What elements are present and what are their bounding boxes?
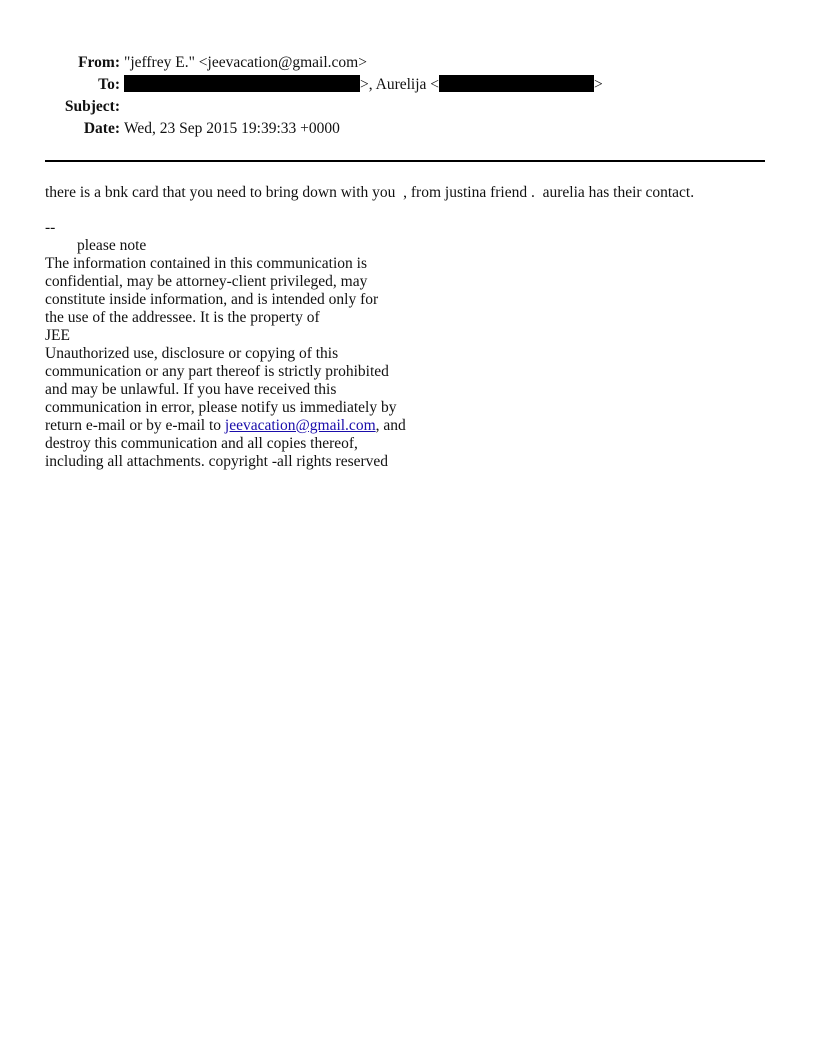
date-row xyxy=(0,119,816,139)
disclaimer-line: confidential, may be attorney-client privileged, may xyxy=(45,273,368,290)
header-divider xyxy=(45,160,765,162)
disclaimer-line: including all attachments. copyright -all rights reserved xyxy=(45,453,389,470)
disclaimer-line: and may be unlawful. If you have received this xyxy=(45,381,337,398)
from-value: "jeffrey E." <jeevacation@gmail.com> xyxy=(124,54,367,71)
redaction-block xyxy=(439,75,594,92)
date-value: Wed, 23 Sep 2015 19:39:33 +0000 xyxy=(124,120,340,137)
to-label: To: xyxy=(98,76,120,93)
from-row xyxy=(0,53,816,73)
subject-label: Subject: xyxy=(64,98,120,115)
message-body: there is a bnk card that you need to bring down with you , from justina friend . aurelia has their contact. xyxy=(45,184,695,201)
disclaimer-line: communication or any part thereof is strictly prohibited xyxy=(45,363,389,380)
disclaimer-line: Unauthorized use, disclosure or copying of this xyxy=(45,345,339,362)
disclaimer-line: the use of the addressee. It is the property of xyxy=(45,309,320,326)
disclaimer-line: The information contained in this communication is xyxy=(45,255,367,272)
redaction-block xyxy=(124,75,360,92)
disclaimer-line: JEE xyxy=(45,327,70,344)
return-prefix: return e-mail or by e-mail to xyxy=(45,417,225,434)
email-signature xyxy=(45,219,406,471)
to-row xyxy=(0,75,816,95)
disclaimer-line: communication in error, please notify us immediately by xyxy=(45,399,397,416)
signature-separator: -- xyxy=(45,219,56,236)
disclaimer-line: constitute inside information, and is intended only for xyxy=(45,291,379,308)
return-suffix: , and xyxy=(375,417,406,434)
disclaimer-return-line xyxy=(45,417,406,435)
to-value xyxy=(124,75,603,95)
email-link[interactable]: jeevacation@gmail.com xyxy=(224,417,376,434)
please-note-line: please note xyxy=(77,237,147,254)
date-label: Date: xyxy=(83,120,120,137)
subject-row xyxy=(0,97,816,117)
to-separator: >, Aurelija < xyxy=(360,76,440,93)
disclaimer-line: destroy this communication and all copies thereof, xyxy=(45,435,358,452)
to-end: > xyxy=(594,76,603,93)
from-label: From: xyxy=(78,54,120,71)
